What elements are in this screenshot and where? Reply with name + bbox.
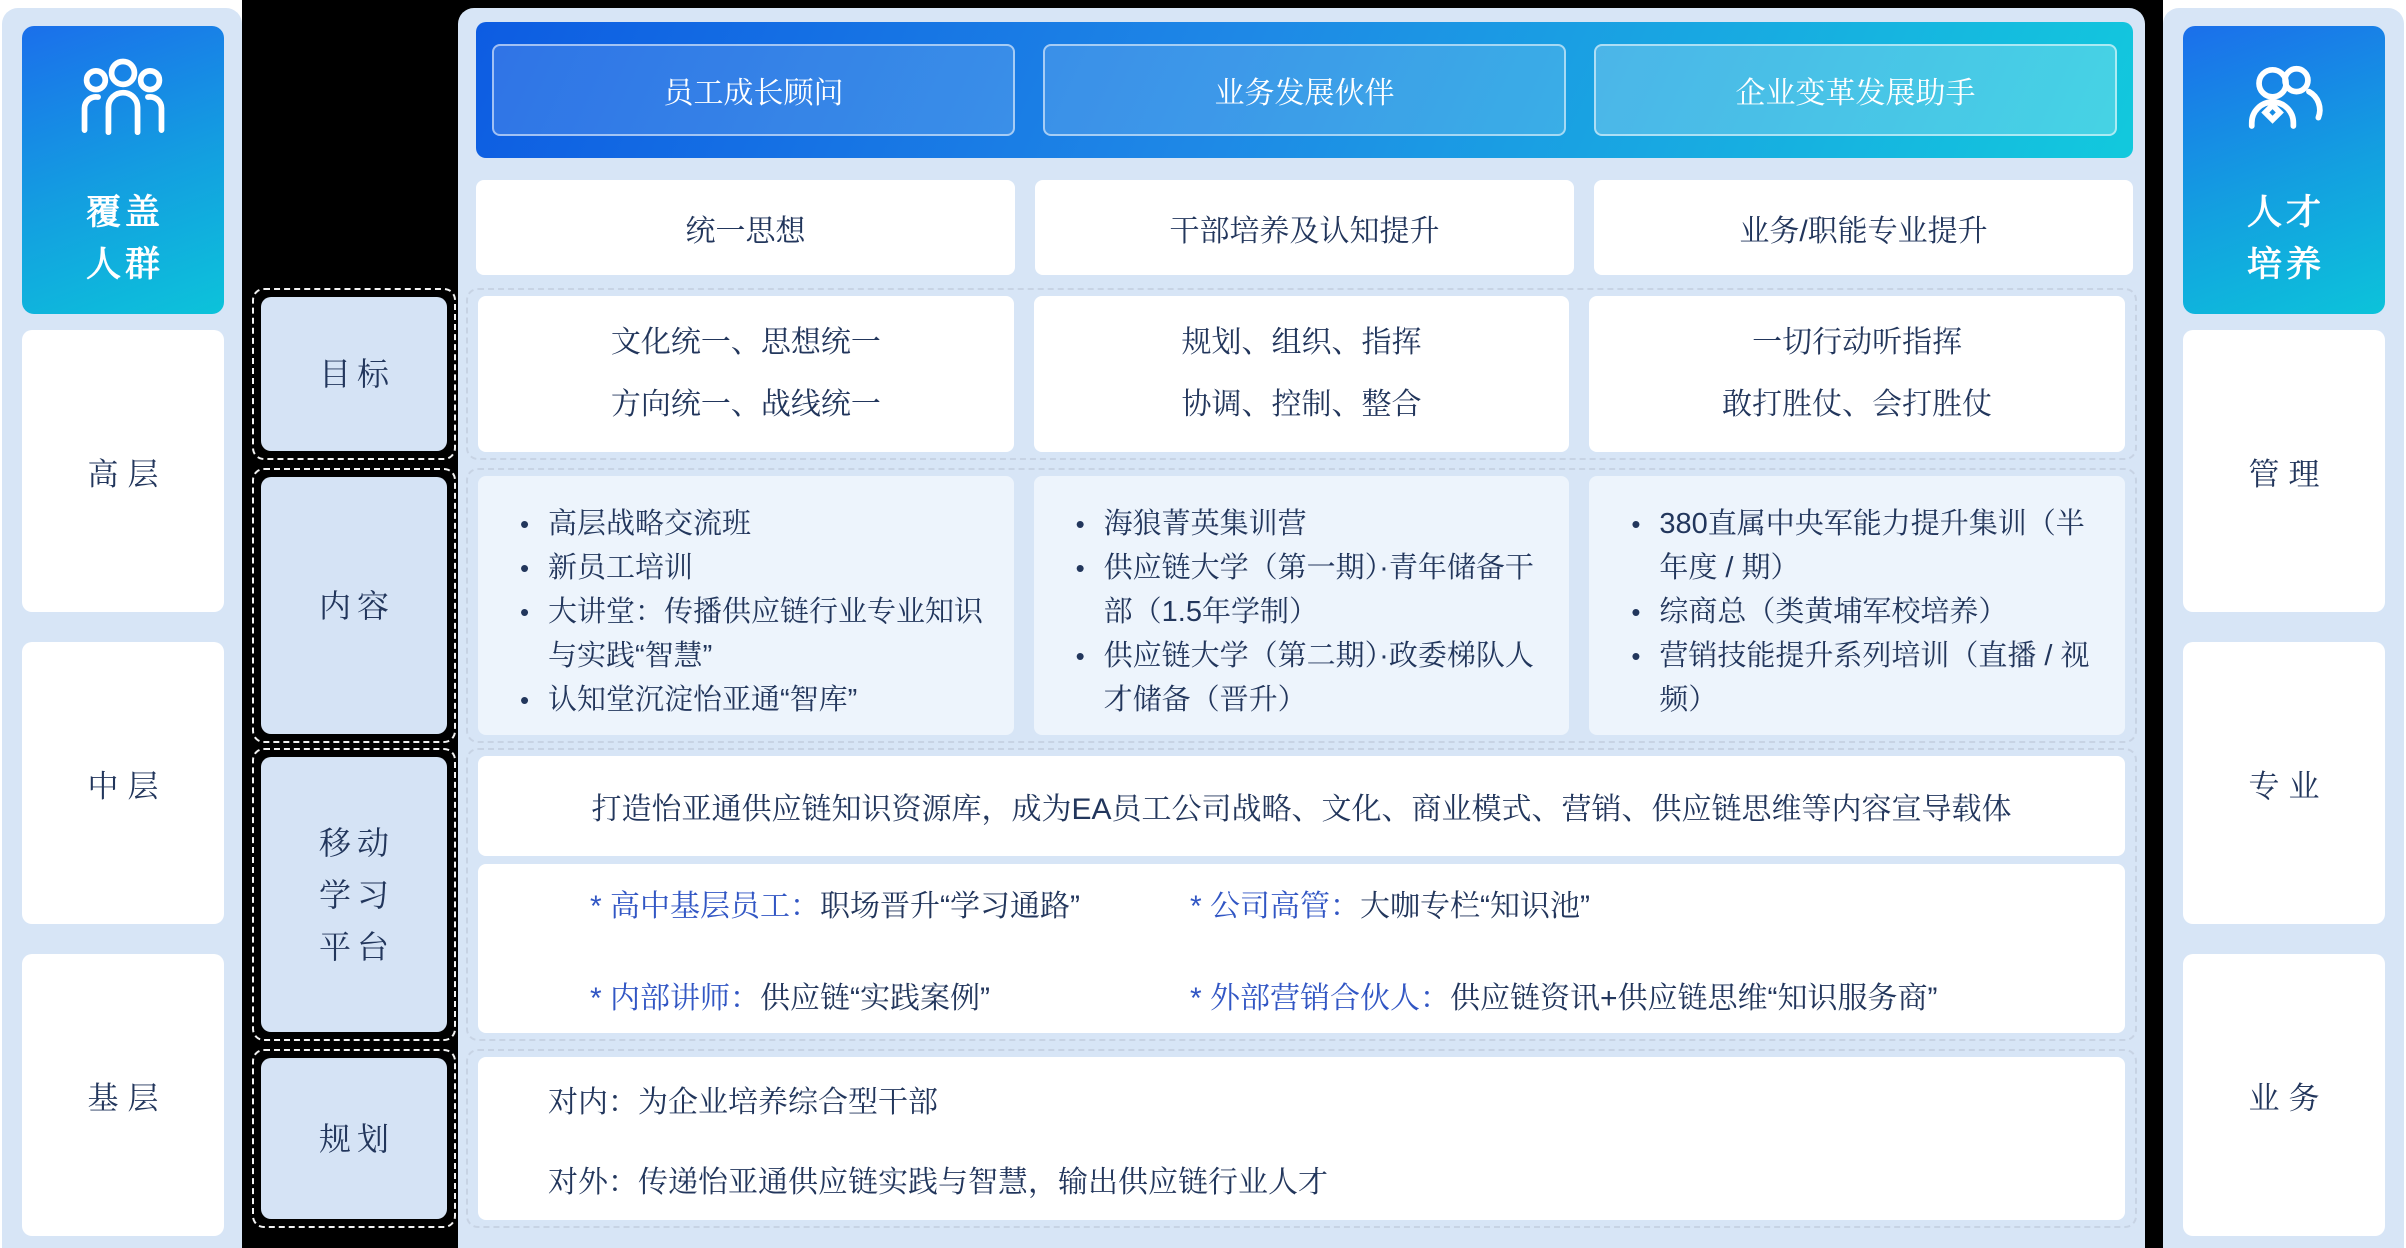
audience-external-partners: * 外部营销合伙人：供应链资讯+供应链思维“知识服务商” — [1190, 981, 1938, 1015]
mobile-learning-row — [466, 748, 2137, 1041]
tab-enterprise-change-assistant[interactable]: 企业变革发展助手 — [1594, 44, 2117, 136]
coverage-item-senior: 高层 — [22, 330, 224, 612]
coverage-title: 覆盖 人群 — [85, 193, 164, 284]
talent-item-management: 管理 — [2183, 330, 2385, 612]
plan-band — [478, 1057, 2125, 1220]
audience-executives: * 公司高管：大咖专栏“知识池” — [1190, 889, 1590, 923]
row-label-content-frame — [252, 468, 456, 743]
talent-title-card — [2183, 26, 2385, 314]
list-item: • 海狼菁英集训营 — [1074, 502, 1550, 546]
list-item: • 认知堂沉淀怡亚通“智库” — [518, 678, 994, 722]
content-cell-3 — [1589, 476, 2125, 735]
goal-cell-2: 规划、组织、指挥 协调、控制、整合 — [1034, 296, 1570, 452]
column-header-professional-upgrade: 业务/职能专业提升 — [1594, 180, 2133, 275]
people-pair-icon — [2232, 49, 2336, 153]
people-group-icon — [71, 49, 175, 153]
talent-item-business: 业务 — [2183, 954, 2385, 1236]
plan-line-external: 对外：传递怡亚通供应链实践与智慧，输出供应链行业人才 — [548, 1165, 1328, 1199]
coverage-item-middle: 中层 — [22, 642, 224, 924]
row-label-goal-frame — [252, 288, 456, 460]
row-label-mobile-frame — [252, 748, 456, 1041]
coverage-title-card — [22, 26, 224, 314]
list-item: • 380直属中央军能力提升集训（半年度 / 期） — [1629, 502, 2105, 590]
talent-title: 人才 培养 — [2246, 193, 2325, 284]
mobile-learning-banner: 打造怡亚通供应链知识资源库，成为EA员工公司战略、文化、商业模式、营销、供应链思维等内容宣导载体 — [478, 756, 2125, 856]
list-item: • 综商总（类黄埔军校培养） — [1629, 590, 2105, 634]
list-item: • 供应链大学（第一期）·青年储备干部（1.5年学制） — [1074, 546, 1550, 634]
list-item: • 大讲堂：传播供应链行业专业知识与实践“智慧” — [518, 590, 994, 678]
audience-frontline-staff: * 高中基层员工：职场晋升“学习通路” — [590, 889, 1080, 923]
role-header-bar — [476, 22, 2133, 158]
tab-business-development-partner[interactable]: 业务发展伙伴 — [1043, 44, 1566, 136]
goal-cell-3: 一切行动听指挥 敢打胜仗、会打胜仗 — [1589, 296, 2125, 452]
plan-line-internal: 对内：为企业培养综合型干部 — [548, 1085, 938, 1119]
content-cell-1 — [478, 476, 1014, 735]
coverage-panel — [2, 8, 242, 1248]
column-header-cadre-training: 干部培养及认知提升 — [1035, 180, 1574, 275]
talent-panel — [2163, 8, 2404, 1248]
tab-employee-growth-advisor[interactable]: 员工成长顾问 — [492, 44, 1015, 136]
mobile-learning-audiences — [478, 864, 2125, 1033]
talent-item-professional: 专业 — [2183, 642, 2385, 924]
row-label-mobile: 移动 学习 平台 — [261, 757, 447, 1032]
list-item: • 营销技能提升系列培训（直播 / 视频） — [1629, 634, 2105, 722]
row-label-plan: 规划 — [261, 1058, 447, 1219]
row-label-goal: 目标 — [261, 297, 447, 451]
column-header-unified-thinking: 统一思想 — [476, 180, 1015, 275]
main-content-panel — [458, 8, 2145, 1248]
list-item: • 新员工培训 — [518, 546, 994, 590]
goal-cell-1: 文化统一、思想统一 方向统一、战线统一 — [478, 296, 1014, 452]
list-item: • 高层战略交流班 — [518, 502, 994, 546]
plan-row — [466, 1049, 2137, 1228]
coverage-item-base: 基层 — [22, 954, 224, 1236]
list-item: • 供应链大学（第二期）·政委梯队人才储备（晋升） — [1074, 634, 1550, 722]
row-label-content: 内容 — [261, 477, 447, 734]
goal-row — [466, 288, 2137, 460]
audience-internal-lecturers: * 内部讲师：供应链“实践案例” — [590, 981, 990, 1015]
content-cell-2 — [1034, 476, 1570, 735]
content-row — [466, 468, 2137, 743]
column-header-row — [476, 180, 2133, 275]
row-label-plan-frame — [252, 1049, 456, 1228]
